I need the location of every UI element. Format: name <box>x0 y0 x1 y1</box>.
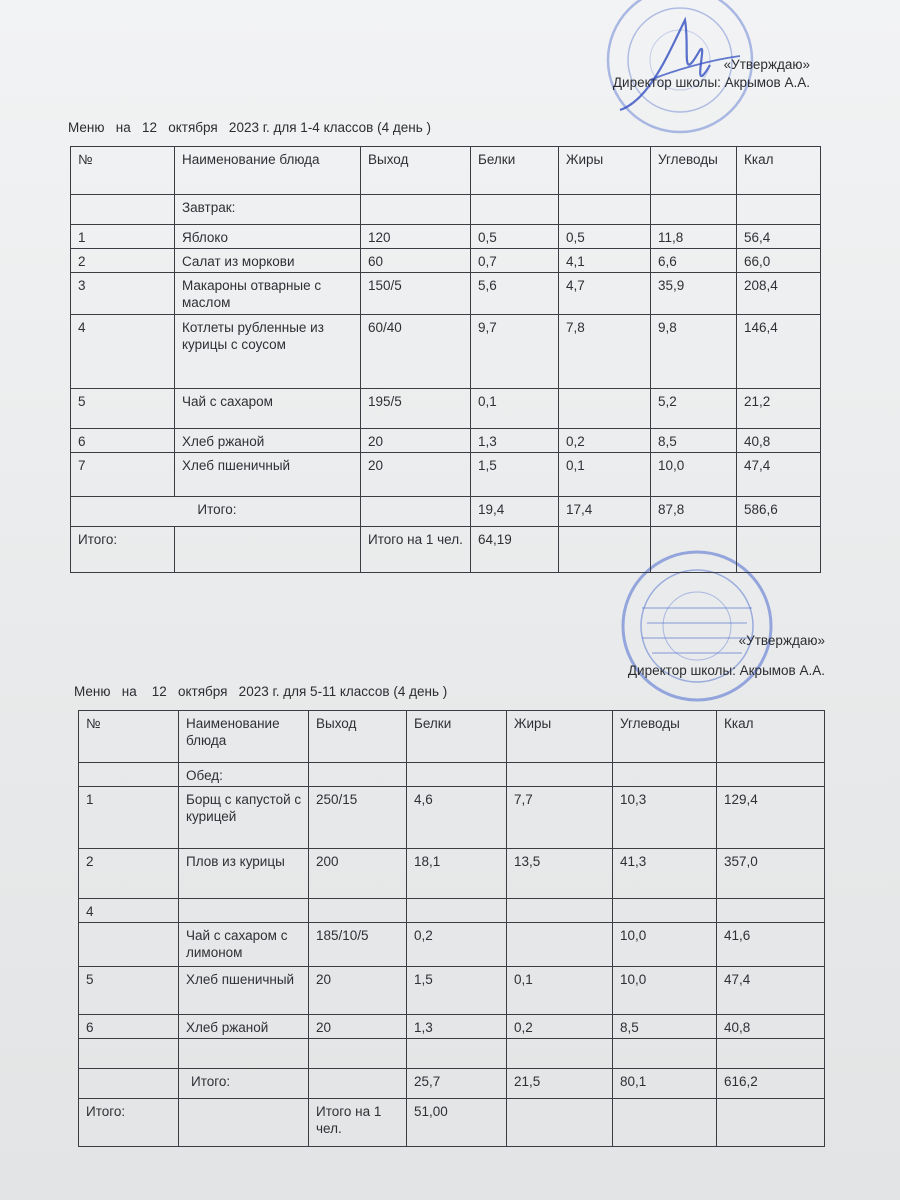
total-row <box>79 1069 825 1099</box>
kcal <box>717 1039 825 1069</box>
table-row <box>71 249 821 273</box>
kcal: 208,4 <box>737 273 821 315</box>
protein: 9,7 <box>471 315 559 389</box>
carbs: 8,5 <box>613 1015 717 1039</box>
protein: 0,2 <box>407 923 507 967</box>
fat: 4,1 <box>559 249 651 273</box>
dish-yield: 120 <box>361 225 471 249</box>
dish-yield: 185/10/5 <box>309 923 407 967</box>
kcal: 41,6 <box>717 923 825 967</box>
fat <box>507 1039 613 1069</box>
section-label: Завтрак: <box>175 195 361 225</box>
row-number: 4 <box>71 315 175 389</box>
per-person-label: Итого на 1 чел. <box>309 1099 407 1147</box>
row-number: 1 <box>71 225 175 249</box>
header-cell: Углеводы <box>651 147 737 195</box>
dish-yield: 60/40 <box>361 315 471 389</box>
fat: 0,1 <box>507 967 613 1015</box>
carbs: 6,6 <box>651 249 737 273</box>
fat: 7,8 <box>559 315 651 389</box>
dish-yield <box>309 1039 407 1069</box>
grand-total-label: Итого: <box>79 1099 179 1147</box>
dish-name: Салат из моркови <box>175 249 361 273</box>
table-row <box>79 967 825 1015</box>
approval-director-2: Директор школы: Акрымов А.А. <box>627 663 825 678</box>
dish-name: Хлеб ржаной <box>179 1015 309 1039</box>
table-row <box>79 1039 825 1069</box>
section-row <box>71 195 821 225</box>
dish-name: Яблоко <box>175 225 361 249</box>
table-row <box>79 923 825 967</box>
approval-block-1 <box>613 56 810 92</box>
header-cell: Ккал <box>737 147 821 195</box>
kcal: 129,4 <box>717 787 825 849</box>
table-row <box>71 389 821 429</box>
fat: 13,5 <box>507 849 613 899</box>
dish-name: Плов из курицы <box>179 849 309 899</box>
total-label: Итого: <box>71 497 361 527</box>
dish-name: Макароны отварные с маслом <box>175 273 361 315</box>
total-fat: 17,4 <box>559 497 651 527</box>
menu-title-2: Меню на 12 октября 2023 г. для 5-11 классов (4 день ) <box>74 684 448 699</box>
row-number <box>79 1039 179 1069</box>
carbs: 9,8 <box>651 315 737 389</box>
carbs: 10,0 <box>613 967 717 1015</box>
approval-title-1: «Утверждаю» <box>723 57 810 72</box>
protein: 0,5 <box>471 225 559 249</box>
dish-name: Хлеб ржаной <box>175 429 361 453</box>
section-row <box>79 763 825 787</box>
approval-director-1: Директор школы: Акрымов А.А. <box>612 75 810 90</box>
row-number: 2 <box>71 249 175 273</box>
row-number: 1 <box>79 787 179 849</box>
table-row <box>79 787 825 849</box>
protein: 1,3 <box>407 1015 507 1039</box>
kcal: 47,4 <box>717 967 825 1015</box>
header-cell: Выход <box>361 147 471 195</box>
header-cell: № <box>79 711 179 763</box>
fat: 7,7 <box>507 787 613 849</box>
carbs: 35,9 <box>651 273 737 315</box>
total-kcal: 616,2 <box>717 1069 825 1099</box>
dish-yield: 20 <box>361 429 471 453</box>
dish-name: Хлеб пшеничный <box>175 453 361 497</box>
protein: 4,6 <box>407 787 507 849</box>
dish-yield: 20 <box>309 967 407 1015</box>
carbs: 10,0 <box>613 923 717 967</box>
protein: 1,3 <box>471 429 559 453</box>
per-person-label: Итого на 1 чел. <box>361 527 471 573</box>
per-person-row <box>71 527 821 573</box>
fat: 4,7 <box>559 273 651 315</box>
row-number: 6 <box>79 1015 179 1039</box>
header-cell: Жиры <box>507 711 613 763</box>
per-person-row <box>79 1099 825 1147</box>
kcal: 40,8 <box>737 429 821 453</box>
total-fat: 21,5 <box>507 1069 613 1099</box>
header-cell: Ккал <box>717 711 825 763</box>
menu-table-1 <box>70 146 821 573</box>
carbs: 8,5 <box>651 429 737 453</box>
table-row <box>79 849 825 899</box>
protein: 0,7 <box>471 249 559 273</box>
header-cell: Наименование блюда <box>175 147 361 195</box>
table-row <box>71 273 821 315</box>
approval-title-2: «Утверждаю» <box>738 633 825 648</box>
total-row <box>71 497 821 527</box>
table-row <box>79 1015 825 1039</box>
dish-yield <box>309 899 407 923</box>
dish-yield: 150/5 <box>361 273 471 315</box>
carbs <box>613 1039 717 1069</box>
kcal <box>717 899 825 923</box>
fat: 0,2 <box>559 429 651 453</box>
dish-name <box>179 1039 309 1069</box>
carbs: 41,3 <box>613 849 717 899</box>
per-person-value: 51,00 <box>407 1099 507 1147</box>
row-number: 2 <box>79 849 179 899</box>
dish-yield: 250/15 <box>309 787 407 849</box>
table-row <box>71 315 821 389</box>
fat: 0,5 <box>559 225 651 249</box>
grand-total-label: Итого: <box>71 527 175 573</box>
carbs: 11,8 <box>651 225 737 249</box>
dish-yield: 20 <box>361 453 471 497</box>
carbs <box>613 899 717 923</box>
header-cell: Выход <box>309 711 407 763</box>
fat <box>507 923 613 967</box>
carbs: 5,2 <box>651 389 737 429</box>
header-cell: Углеводы <box>613 711 717 763</box>
dish-yield: 200 <box>309 849 407 899</box>
row-number: 5 <box>79 967 179 1015</box>
protein: 1,5 <box>407 967 507 1015</box>
dish-yield: 60 <box>361 249 471 273</box>
header-cell: № <box>71 147 175 195</box>
kcal: 357,0 <box>717 849 825 899</box>
total-kcal: 586,6 <box>737 497 821 527</box>
menu-title-1: Меню на 12 октября 2023 г. для 1-4 классов (4 день ) <box>68 120 431 135</box>
total-label: Итого: <box>179 1069 309 1099</box>
fat <box>559 389 651 429</box>
protein: 18,1 <box>407 849 507 899</box>
row-number: 5 <box>71 389 175 429</box>
header-cell: Белки <box>407 711 507 763</box>
header-cell: Белки <box>471 147 559 195</box>
kcal: 146,4 <box>737 315 821 389</box>
fat: 0,2 <box>507 1015 613 1039</box>
table-row <box>71 429 821 453</box>
kcal: 47,4 <box>737 453 821 497</box>
kcal: 21,2 <box>737 389 821 429</box>
row-number: 7 <box>71 453 175 497</box>
section-label: Обед: <box>179 763 309 787</box>
dish-yield: 195/5 <box>361 389 471 429</box>
header-cell: Жиры <box>559 147 651 195</box>
approval-block-2 <box>628 632 825 680</box>
table-header-row <box>79 711 825 763</box>
row-number: 6 <box>71 429 175 453</box>
dish-yield: 20 <box>309 1015 407 1039</box>
protein: 0,1 <box>471 389 559 429</box>
fat: 0,1 <box>559 453 651 497</box>
table-row <box>71 225 821 249</box>
dish-name <box>179 899 309 923</box>
table-row <box>71 453 821 497</box>
protein <box>407 899 507 923</box>
carbs: 10,0 <box>651 453 737 497</box>
dish-name: Борщ с капустой с курицей <box>179 787 309 849</box>
carbs: 10,3 <box>613 787 717 849</box>
protein <box>407 1039 507 1069</box>
kcal: 40,8 <box>717 1015 825 1039</box>
dish-name: Котлеты рубленные из курицы с соусом <box>175 315 361 389</box>
total-protein: 25,7 <box>407 1069 507 1099</box>
protein: 5,6 <box>471 273 559 315</box>
total-protein: 19,4 <box>471 497 559 527</box>
menu-table-2 <box>78 710 825 1147</box>
table-row <box>79 899 825 923</box>
fat <box>507 899 613 923</box>
table-header-row <box>71 147 821 195</box>
header-cell: Наименование блюда <box>179 711 309 763</box>
row-number <box>79 923 179 967</box>
total-carbs: 80,1 <box>613 1069 717 1099</box>
row-number: 4 <box>79 899 179 923</box>
dish-name: Чай с сахаром с лимоном <box>179 923 309 967</box>
total-carbs: 87,8 <box>651 497 737 527</box>
kcal: 66,0 <box>737 249 821 273</box>
dish-name: Чай с сахаром <box>175 389 361 429</box>
kcal: 56,4 <box>737 225 821 249</box>
row-number: 3 <box>71 273 175 315</box>
per-person-value: 64,19 <box>471 527 559 573</box>
dish-name: Хлеб пшеничный <box>179 967 309 1015</box>
protein: 1,5 <box>471 453 559 497</box>
